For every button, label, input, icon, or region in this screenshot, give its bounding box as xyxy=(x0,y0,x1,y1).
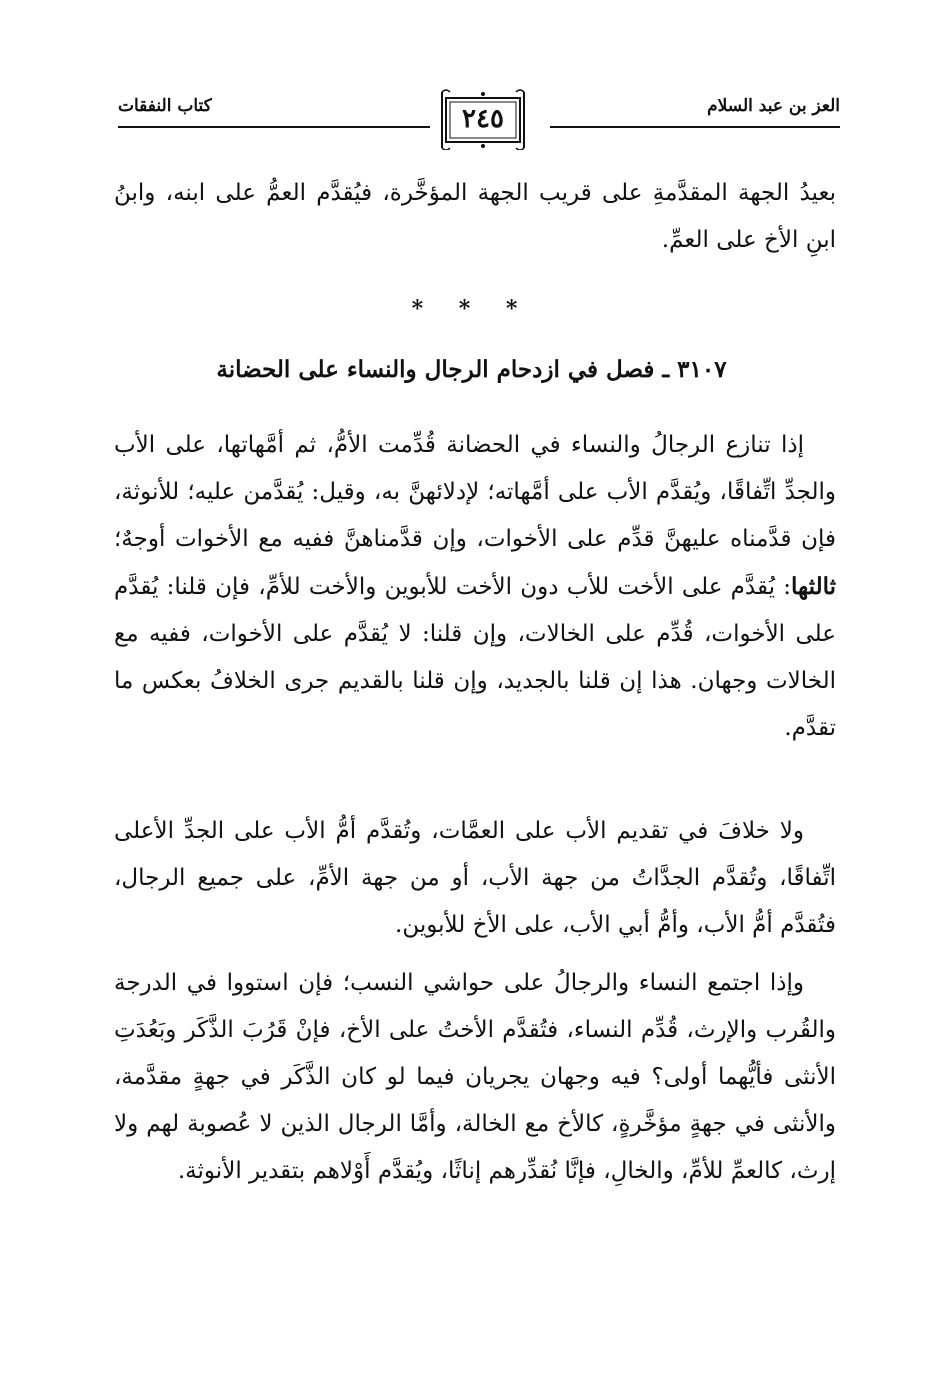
header-rule-right xyxy=(550,126,840,128)
paragraph-text-b: : يُقدَّم على الأخت للأب دون الأخت للأبوين والأخت للأمِّ، فإن قلنا: يُقدَّم على الأخوات، قُدِّم على الخالات، وإن قلنا: لا يُقدَّم على الأخوات، ففيه مع الخالات وجهان. هذا إن قلنا بالجديد، وإن قلنا بالقديم جرى الخلافُ بعكس ما تقدَّم. xyxy=(114,574,836,741)
header-rule-left xyxy=(118,126,430,128)
paragraph-paternal-aunts xyxy=(114,808,836,949)
page-number: ٢٤٥ xyxy=(462,104,504,134)
paragraph-text: ولا خلافَ في تقديم الأب على العمَّات، وتُقدَّم أمُّ الأب على الجدِّ الأعلى اتِّفاقًا، وتُقدَّم الجدَّاتُ من جهة الأب، أو من جهة الأمِّ، على جميع الرجال، فتُقدَّم أمُّ الأب، وأمُّ أبي الأب، على الأخ للأبوين. xyxy=(114,818,836,938)
author-title: العز بن عبد السلام xyxy=(707,96,840,116)
page-header xyxy=(118,88,840,158)
paragraph-text: وإذا اجتمع النساء والرجالُ على حواشي النسب؛ فإن استووا في الدرجة والقُرب والإرث، قُدِّم النساء، فتُقدَّم الأختُ على الأخ، فإنْ قَرُبَ الذَّكَر وبَعُدَتِ الأنثى فأيُّهما أولى؟ فيه وجهان يجريان فيما لو كان الذَّكَر في جهةٍ مقدَّمة، والأنثى في جهةٍ مؤخَّرةٍ، كالأخ مع الخالة، وأمَّا الرجال الذين لا عُصوبة لهم ولا إرث، كالعمِّ للأمِّ، والخالِ، فإنَّا نُقدِّرهم إناثًا، ويُقدَّم أَوْلاهم بتقدير الأنوثة. xyxy=(114,970,836,1184)
section-heading: ٣١٠٧ ـ فصل في ازدحام الرجال والنساء على الحضانة xyxy=(216,356,727,383)
paragraph-collateral-relatives xyxy=(114,960,836,1195)
book-title: كتاب النفقات xyxy=(118,96,212,116)
page-number-frame xyxy=(440,88,526,150)
paragraph-custody-order xyxy=(114,422,836,752)
section-separator: * * * xyxy=(411,296,532,322)
paragraph-text-a: إذا تنازع الرجالُ والنساء في الحضانة قُدِّمت الأمُّ، ثم أمَّهاتها، على الأب والجدِّ اتِّفاقًا، ويُقدَّم الأب على أمَّهاته؛ لإدلائهنَّ به، وقيل: يُقدَّمن عليه؛ للأنوثة، فإن قدَّمناه عليهنَّ قدِّم على الأخوات، وإن قدَّمناهنَّ ففيه مع الأخوات أوجهٌ؛ xyxy=(114,432,836,552)
bold-term: ثالثها xyxy=(791,573,836,600)
paragraph-continuation: بعيدُ الجهة المقدَّمةِ على قريب الجهة المؤخَّرة، فيُقدَّم العمُّ على ابنه، وابنُ ابنِ الأخ على العمِّ. xyxy=(114,180,836,253)
